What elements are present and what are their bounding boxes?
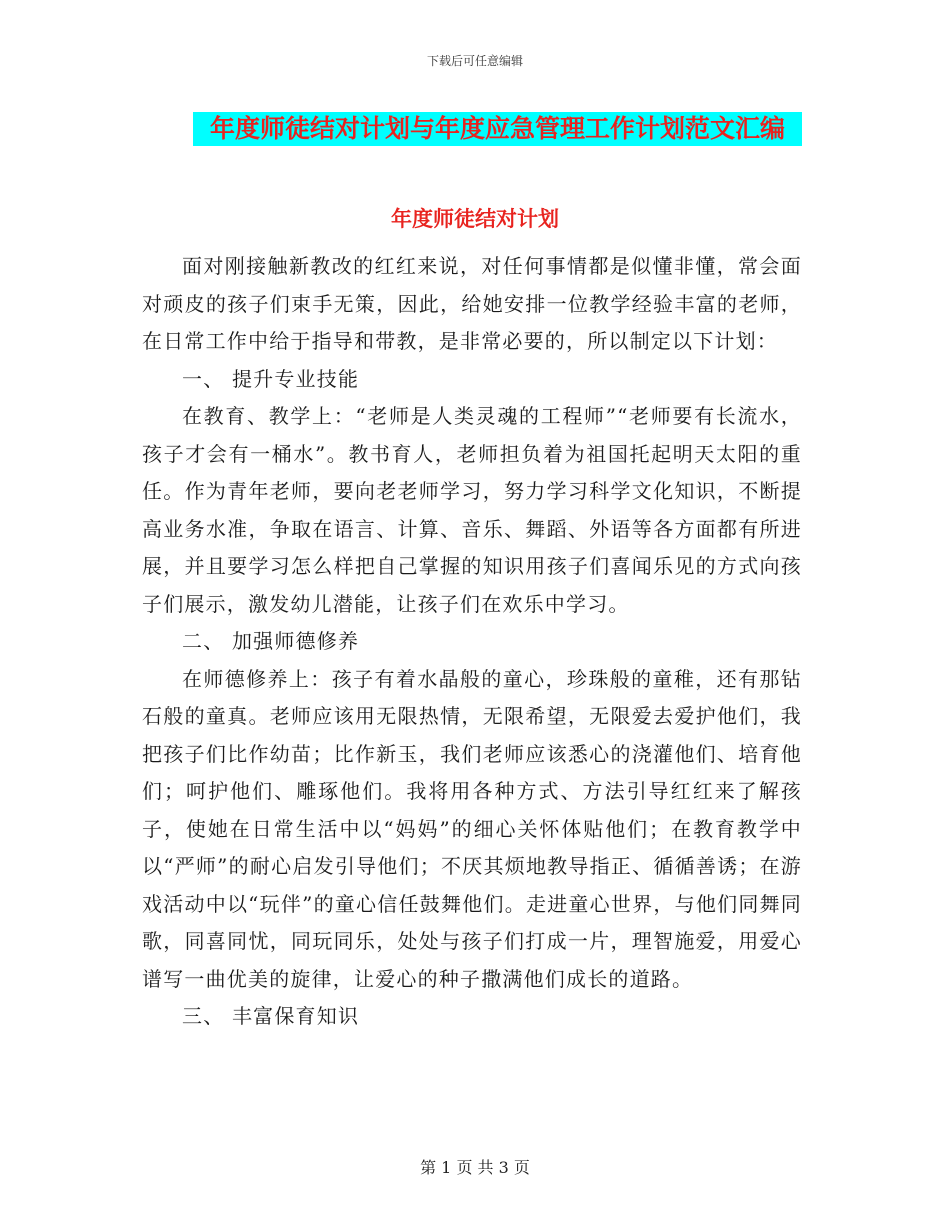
- heading-childcare: 三、 丰富保育知识: [182, 1004, 360, 1028]
- paragraph-intro: 面对刚接触新教改的红红来说，对任何事情都是似懂非懂，常会面对顽皮的孩子们束手无策，因此，给她安排一位教学经验丰富的老师，在日常工作中给于指导和带教，是非常必要的，所以制定以下计划：: [142, 254, 802, 353]
- heading-ethics: 二、 加强师德修养: [182, 629, 360, 653]
- paragraph-skills: 在教育、教学上：“老师是人类灵魂的工程师”“老师要有长流水，孩子才会有一桶水”。教书育人，老师担负着为祖国托起明天太阳的重任。作为青年老师，要向老老师学习，努力学习科学文化知识，不断提高业务水准，争取在语言、计算、音乐、舞蹈、外语等各方面都有所进展，并且要学习怎么样把自己掌握的知识用孩子们喜闻乐见的方式向孩子们展示，激发幼儿潜能，让孩子们在欢乐中学习。: [142, 404, 802, 616]
- document-title: 年度师徒结对计划与年度应急管理工作计划范文汇编: [193, 112, 802, 146]
- header-note: 下载后可任意编辑: [426, 54, 523, 68]
- heading-skills: 一、 提升专业技能: [182, 366, 360, 391]
- paragraph-ethics: 在师德修养上：孩子有着水晶般的童心，珍珠般的童稚，还有那钻石般的童真。老师应该用无限热情，无限希望，无限爱去爱护他们，我把孩子们比作幼苗；比作新玉，我们老师应该悉心的浇灌他们、培育他们；呵护他们、雕琢他们。我将用各种方式、方法引导红红来了解孩子，使她在日常生活中以“妈妈”的细心关怀体贴他们；在教育教学中以“严师”的耐心启发引导他们；不厌其烦地教导指正、循循善诱；在游戏活动中以“玩伴”的童心信任鼓舞他们。走进童心世界，与他们同舞同歌，同喜同忧，同玩同乐，处处与孩子们打成一片，理智施爱，用爱心谱写一曲优美的旋律，让爱心的种子撒满他们成长的道路。: [142, 666, 802, 991]
- section-title: 年度师徒结对计划: [391, 207, 559, 231]
- page-number: 第 1 页 共 3 页: [420, 1158, 530, 1177]
- document-body: [142, 248, 802, 1036]
